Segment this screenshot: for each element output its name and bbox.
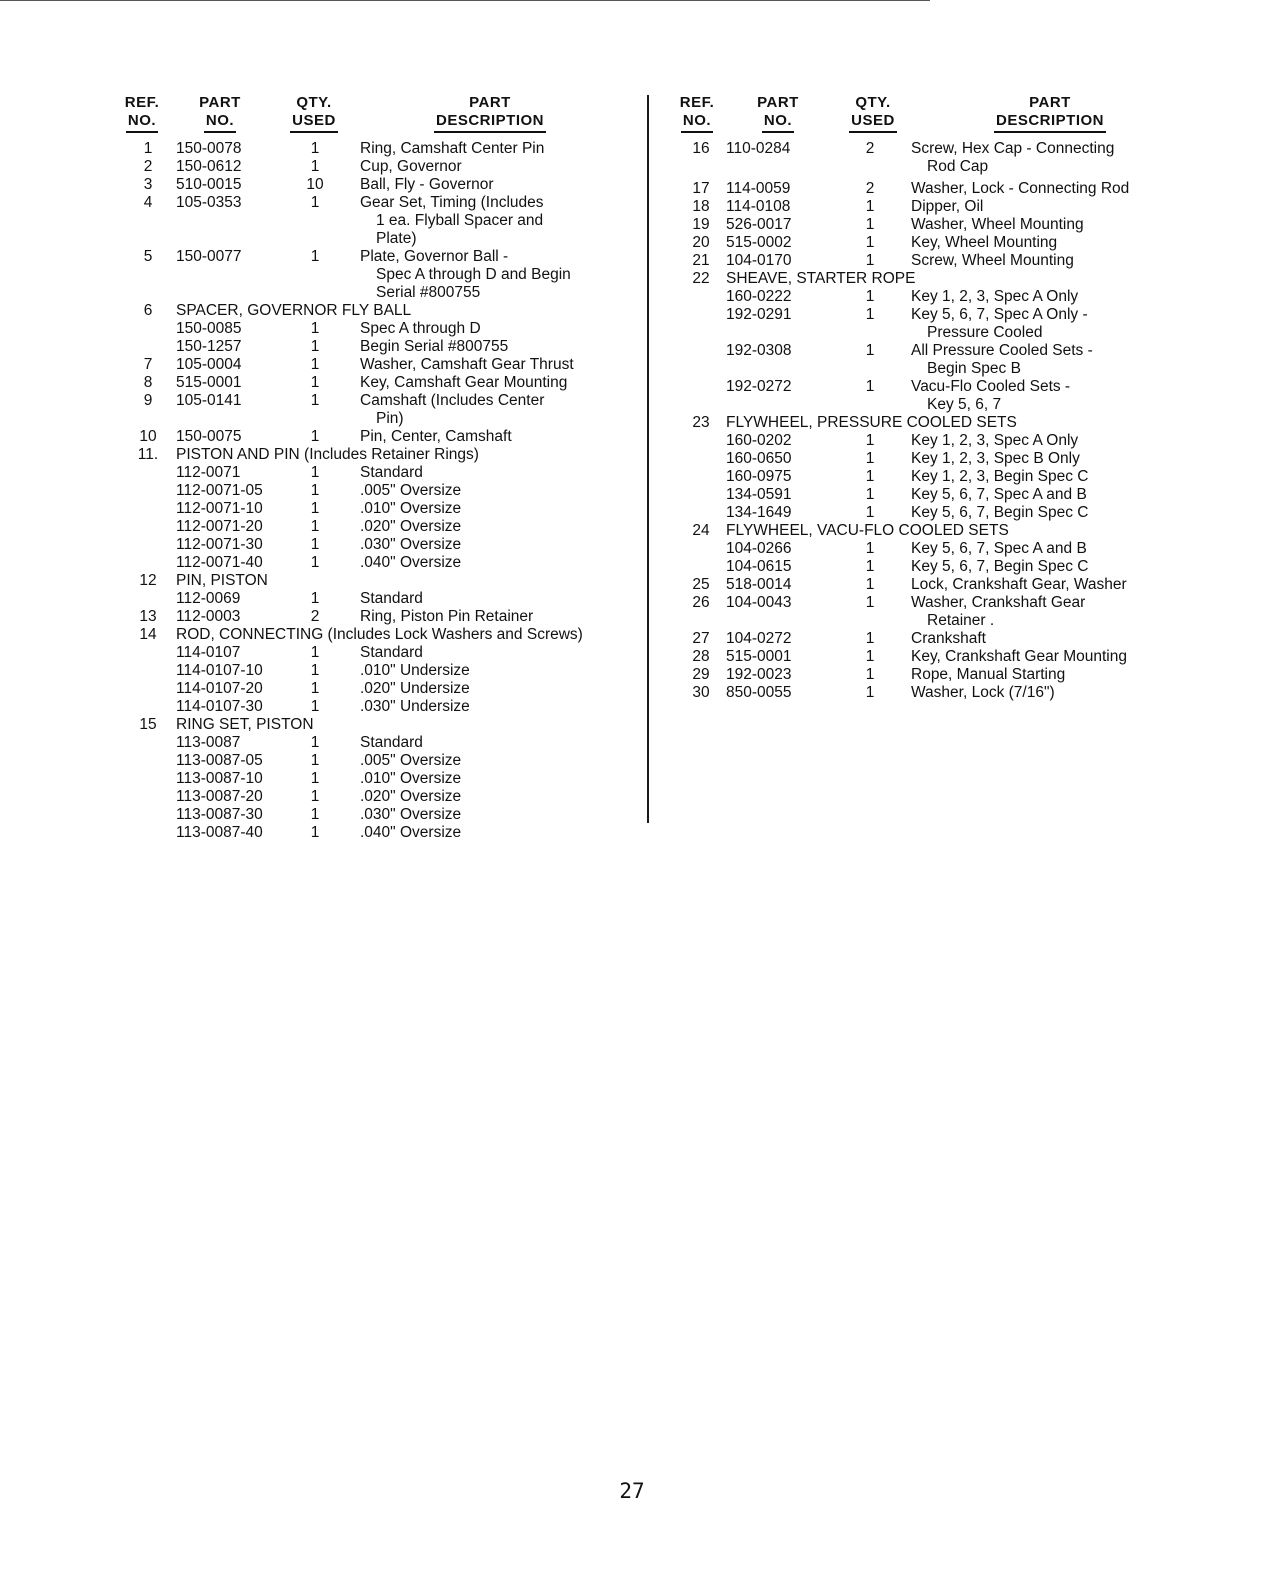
- qty-used: 1: [310, 734, 320, 751]
- table-row: [665, 486, 1185, 504]
- part-description: Cup, Governor: [360, 158, 462, 175]
- part-no: 114-0107-20: [176, 680, 263, 697]
- part-no: 104-0170: [726, 252, 792, 269]
- qty-used: 1: [865, 252, 875, 269]
- qty-used: 1: [310, 698, 320, 715]
- table-row: [110, 680, 645, 698]
- qty-used: 1: [310, 662, 320, 679]
- part-description: .010" Undersize: [360, 662, 470, 679]
- part-no: 192-0272: [726, 378, 792, 395]
- table-section-row: [110, 626, 645, 644]
- table-row: [665, 612, 1185, 630]
- part-no: 515-0002: [726, 234, 792, 251]
- part-description: .030" Oversize: [360, 806, 462, 823]
- qty-used: 1: [865, 486, 875, 503]
- qty-used: 1: [310, 644, 320, 661]
- qty-used: 1: [865, 576, 875, 593]
- part-description: Washer, Lock - Connecting Rod: [911, 180, 1130, 197]
- part-description: Washer, Camshaft Gear Thrust: [360, 356, 574, 373]
- part-description: .020" Undersize: [360, 680, 470, 697]
- part-description: .040" Oversize: [360, 824, 462, 841]
- table-row: [110, 140, 645, 158]
- qty-used: 1: [865, 684, 875, 701]
- part-no: 113-0087-05: [176, 752, 263, 769]
- table-row: [665, 540, 1185, 558]
- header-qty-used: QTY. USED: [845, 94, 901, 133]
- part-description: .020" Oversize: [360, 788, 462, 805]
- part-description: .030" Oversize: [360, 536, 462, 553]
- qty-used: 1: [310, 806, 320, 823]
- header-part-no: PART NO.: [186, 94, 254, 133]
- part-no: 160-0975: [726, 468, 792, 485]
- ref-no: 8: [143, 374, 153, 391]
- table-row: [665, 252, 1185, 270]
- table-row: [665, 396, 1185, 414]
- part-no: 110-0284: [726, 140, 791, 157]
- ref-no: 15: [139, 716, 157, 733]
- part-no: 113-0087-10: [176, 770, 263, 787]
- ref-no: 18: [692, 198, 710, 215]
- part-no: 192-0023: [726, 666, 792, 683]
- ref-no: 16: [692, 140, 710, 157]
- table-row: [110, 590, 645, 608]
- part-description: Spec A through D: [360, 320, 481, 337]
- qty-used: 1: [310, 338, 320, 355]
- part-description: Key 5, 6, 7, Spec A and B: [911, 540, 1087, 557]
- qty-used: 1: [865, 234, 875, 251]
- part-no: 113-0087-20: [176, 788, 263, 805]
- ref-no: 24: [692, 522, 710, 539]
- table-row: [110, 248, 645, 266]
- part-description: .040" Oversize: [360, 554, 462, 571]
- ref-no: 2: [143, 158, 153, 175]
- part-no: 104-0272: [726, 630, 792, 647]
- qty-used: 1: [310, 770, 320, 787]
- table-row: [110, 284, 645, 302]
- part-no: 114-0108: [726, 198, 791, 215]
- ref-no: 27: [692, 630, 710, 647]
- part-no: 104-0615: [726, 558, 792, 575]
- table-row: [110, 500, 645, 518]
- qty-used: 1: [865, 342, 875, 359]
- table-row: [110, 158, 645, 176]
- part-no: 114-0107-10: [176, 662, 263, 679]
- qty-used: 1: [865, 306, 875, 323]
- part-no: 150-0077: [176, 248, 242, 265]
- part-description: Begin Spec B: [927, 360, 1021, 377]
- qty-used: 1: [310, 824, 320, 841]
- table-row: [665, 504, 1185, 522]
- table-row: [110, 176, 645, 194]
- part-description: Screw, Hex Cap - Connecting: [911, 140, 1115, 157]
- table-row: [110, 734, 645, 752]
- part-description: .005" Oversize: [360, 752, 462, 769]
- table-row: [110, 320, 645, 338]
- section-heading: SPACER, GOVERNOR FLY BALL: [176, 302, 412, 319]
- qty-used: 1: [310, 536, 320, 553]
- header-ref-no: REF. NO.: [114, 94, 170, 133]
- part-no: 510-0015: [176, 176, 242, 193]
- qty-used: 1: [865, 198, 875, 215]
- qty-used: 1: [865, 216, 875, 233]
- part-no: 134-0591: [726, 486, 792, 503]
- table-row: [665, 666, 1185, 684]
- part-description: Standard: [360, 464, 423, 481]
- part-no: 515-0001: [176, 374, 242, 391]
- part-description: All Pressure Cooled Sets -: [911, 342, 1093, 359]
- table-row: [665, 216, 1185, 234]
- ref-no: 9: [143, 392, 153, 409]
- qty-used: 1: [310, 356, 320, 373]
- qty-used: 1: [310, 500, 320, 517]
- table-section-row: [110, 572, 645, 590]
- part-no: 160-0222: [726, 288, 792, 305]
- header-part-no: PART NO.: [744, 94, 812, 133]
- part-description: .005" Oversize: [360, 482, 462, 499]
- qty-used: 1: [310, 194, 320, 211]
- qty-used: 2: [310, 608, 320, 625]
- ref-no: 20: [692, 234, 710, 251]
- part-no: 112-0071-05: [176, 482, 263, 499]
- part-no: 192-0291: [726, 306, 792, 323]
- part-description: Key 1, 2, 3, Spec A Only: [911, 288, 1079, 305]
- qty-used: 1: [310, 140, 320, 157]
- table-row: [665, 324, 1185, 342]
- part-description: .020" Oversize: [360, 518, 462, 535]
- table-row: [110, 698, 645, 716]
- table-row: [665, 648, 1185, 666]
- qty-used: 1: [310, 752, 320, 769]
- table-row: [110, 644, 645, 662]
- part-no: 112-0071-20: [176, 518, 263, 535]
- section-heading: FLYWHEEL, VACU-FLO COOLED SETS: [726, 522, 1009, 539]
- ref-no: 4: [143, 194, 153, 211]
- ref-no: 3: [143, 176, 153, 193]
- table-row: [665, 450, 1185, 468]
- ref-no: 30: [692, 684, 710, 701]
- part-description: Standard: [360, 644, 423, 661]
- part-description: Dipper, Oil: [911, 198, 984, 215]
- ref-no: 13: [139, 608, 157, 625]
- table-section-row: [110, 446, 645, 464]
- part-description: Washer, Wheel Mounting: [911, 216, 1084, 233]
- section-heading: PIN, PISTON: [176, 572, 268, 589]
- qty-used: 1: [865, 378, 875, 395]
- table-row: [665, 158, 1185, 176]
- qty-used: 2: [865, 140, 875, 157]
- part-no: 134-1649: [726, 504, 792, 521]
- part-description: Screw, Wheel Mounting: [911, 252, 1074, 269]
- part-no: 112-0071-10: [176, 500, 263, 517]
- table-row: [110, 464, 645, 482]
- qty-used: 1: [310, 680, 320, 697]
- part-description: Pin): [376, 410, 404, 427]
- table-row: [665, 140, 1185, 158]
- qty-used: 1: [865, 666, 875, 683]
- ref-no: 21: [692, 252, 710, 269]
- part-no: 160-0202: [726, 432, 792, 449]
- part-description: Standard: [360, 734, 423, 751]
- table-row: [110, 482, 645, 500]
- part-description: Rope, Manual Starting: [911, 666, 1066, 683]
- qty-used: 1: [310, 428, 320, 445]
- part-description: Ring, Camshaft Center Pin: [360, 140, 545, 157]
- ref-no: 22: [692, 270, 710, 287]
- part-no: 150-0075: [176, 428, 242, 445]
- ref-no: 26: [692, 594, 710, 611]
- section-heading: ROD, CONNECTING (Includes Lock Washers and Screws): [176, 626, 583, 643]
- ref-no: 19: [692, 216, 710, 233]
- part-description: Key 5, 6, 7: [927, 396, 1002, 413]
- qty-used: 1: [865, 540, 875, 557]
- ref-no: 1: [143, 140, 153, 157]
- table-row: [665, 198, 1185, 216]
- part-description: Gear Set, Timing (Includes: [360, 194, 544, 211]
- qty-used: 1: [865, 630, 875, 647]
- table-row: [665, 378, 1185, 396]
- part-description: Washer, Crankshaft Gear: [911, 594, 1086, 611]
- table-row: [110, 374, 645, 392]
- part-no: 114-0107-30: [176, 698, 263, 715]
- qty-used: 1: [865, 450, 875, 467]
- part-description: Retainer .: [927, 612, 995, 629]
- table-row: [110, 212, 645, 230]
- table-row: [665, 576, 1185, 594]
- table-row: [110, 806, 645, 824]
- part-description: Key, Wheel Mounting: [911, 234, 1058, 251]
- table-row: [110, 392, 645, 410]
- header-ref-no: REF. NO.: [669, 94, 725, 133]
- part-description: Key, Crankshaft Gear Mounting: [911, 648, 1127, 665]
- part-description: Ball, Fly - Governor: [360, 176, 494, 193]
- table-row: [110, 194, 645, 212]
- table-section-row: [665, 414, 1185, 432]
- table-row: [110, 338, 645, 356]
- part-no: 112-0071-30: [176, 536, 263, 553]
- part-description: .030" Undersize: [360, 698, 470, 715]
- part-description: Lock, Crankshaft Gear, Washer: [911, 576, 1127, 593]
- part-description: Washer, Lock (7/16"): [911, 684, 1055, 701]
- qty-used: 1: [310, 482, 320, 499]
- part-description: Pressure Cooled: [927, 324, 1043, 341]
- part-description: Key 1, 2, 3, Spec B Only: [911, 450, 1080, 467]
- table-row: [110, 662, 645, 680]
- section-heading: SHEAVE, STARTER ROPE: [726, 270, 916, 287]
- part-no: 113-0087: [176, 734, 241, 751]
- part-no: 515-0001: [726, 648, 792, 665]
- table-row: [110, 518, 645, 536]
- qty-used: 1: [310, 248, 320, 265]
- part-description: Plate, Governor Ball -: [360, 248, 509, 265]
- table-header: [110, 92, 645, 140]
- table-row: [110, 266, 645, 284]
- part-description: Spec A through D and Begin: [376, 266, 571, 283]
- part-no: 114-0107: [176, 644, 241, 661]
- ref-no: 12: [139, 572, 157, 589]
- part-no: 192-0308: [726, 342, 792, 359]
- part-description: Key 5, 6, 7, Spec A Only -: [911, 306, 1088, 323]
- scan-top-edge: [0, 0, 930, 1]
- qty-used: 1: [310, 392, 320, 409]
- part-no: 105-0004: [176, 356, 242, 373]
- part-description: Vacu-Flo Cooled Sets -: [911, 378, 1071, 395]
- ref-no: 17: [692, 180, 710, 197]
- qty-used: 10: [306, 176, 324, 193]
- ref-no: 23: [692, 414, 710, 431]
- table-section-row: [110, 716, 645, 734]
- part-description: Key 5, 6, 7, Begin Spec C: [911, 558, 1089, 575]
- page-number: 27: [619, 1479, 645, 1503]
- ref-no: 5: [143, 248, 153, 265]
- qty-used: 1: [310, 788, 320, 805]
- part-description: Begin Serial #800755: [360, 338, 509, 355]
- qty-used: 1: [865, 558, 875, 575]
- qty-used: 1: [865, 432, 875, 449]
- qty-used: 1: [865, 504, 875, 521]
- ref-no: 7: [143, 356, 153, 373]
- part-description: Rod Cap: [927, 158, 989, 175]
- part-no: 105-0141: [176, 392, 242, 409]
- table-row: [110, 230, 645, 248]
- part-no: 526-0017: [726, 216, 792, 233]
- qty-used: 1: [310, 590, 320, 607]
- table-row: [665, 234, 1185, 252]
- table-row: [665, 630, 1185, 648]
- table-row: [110, 536, 645, 554]
- qty-used: 2: [865, 180, 875, 197]
- table-row: [110, 410, 645, 428]
- header-qty-used: QTY. USED: [286, 94, 342, 133]
- part-no: 150-0078: [176, 140, 242, 157]
- part-no: 112-0003: [176, 608, 241, 625]
- part-no: 112-0071: [176, 464, 241, 481]
- part-no: 160-0650: [726, 450, 792, 467]
- table-row: [665, 594, 1185, 612]
- part-description: Serial #800755: [376, 284, 481, 301]
- table-header: [665, 92, 1185, 140]
- left-rows: [110, 140, 645, 842]
- qty-used: 1: [310, 518, 320, 535]
- qty-used: 1: [310, 158, 320, 175]
- part-no: 105-0353: [176, 194, 242, 211]
- table-row: [665, 558, 1185, 576]
- part-no: 518-0014: [726, 576, 792, 593]
- part-description: Pin, Center, Camshaft: [360, 428, 512, 445]
- qty-used: 1: [865, 594, 875, 611]
- part-no: 150-1257: [176, 338, 242, 355]
- table-row: [665, 288, 1185, 306]
- part-no: 850-0055: [726, 684, 792, 701]
- table-row: [665, 360, 1185, 378]
- ref-no: 11.: [137, 446, 159, 463]
- qty-used: 1: [310, 374, 320, 391]
- table-row: [110, 428, 645, 446]
- part-no: 150-0612: [176, 158, 242, 175]
- part-description: Crankshaft: [911, 630, 986, 647]
- table-row: [665, 432, 1185, 450]
- qty-used: 1: [310, 464, 320, 481]
- table-row: [110, 554, 645, 572]
- table-section-row: [110, 302, 645, 320]
- part-description: Key 5, 6, 7, Spec A and B: [911, 486, 1087, 503]
- header-part-description: PART DESCRIPTION: [965, 94, 1135, 133]
- part-no: 104-0043: [726, 594, 792, 611]
- part-description: Key 1, 2, 3, Spec A Only: [911, 432, 1079, 449]
- header-part-description: PART DESCRIPTION: [410, 94, 570, 133]
- part-description: Ring, Piston Pin Retainer: [360, 608, 534, 625]
- table-row: [110, 824, 645, 842]
- part-description: .010" Oversize: [360, 500, 462, 517]
- parts-table-left: [110, 92, 645, 842]
- part-description: Key 5, 6, 7, Begin Spec C: [911, 504, 1089, 521]
- ref-no: 25: [692, 576, 710, 593]
- part-no: 113-0087-30: [176, 806, 263, 823]
- table-row: [110, 752, 645, 770]
- ref-no: 28: [692, 648, 710, 665]
- part-no: 114-0059: [726, 180, 791, 197]
- table-row: [665, 342, 1185, 360]
- qty-used: 1: [310, 320, 320, 337]
- table-row: [665, 468, 1185, 486]
- part-description: 1 ea. Flyball Spacer and: [376, 212, 544, 229]
- part-description: Plate): [376, 230, 417, 247]
- qty-used: 1: [865, 468, 875, 485]
- qty-used: 1: [865, 648, 875, 665]
- table-row: [110, 356, 645, 374]
- table-section-row: [665, 270, 1185, 288]
- table-row: [665, 306, 1185, 324]
- qty-used: 1: [310, 554, 320, 571]
- table-row: [665, 684, 1185, 702]
- part-no: 112-0071-40: [176, 554, 263, 571]
- table-row: [110, 608, 645, 626]
- part-no: 112-0069: [176, 590, 241, 607]
- part-description: .010" Oversize: [360, 770, 462, 787]
- table-row: [665, 180, 1185, 198]
- table-row: [110, 788, 645, 806]
- right-rows: [665, 140, 1185, 702]
- qty-used: 1: [865, 288, 875, 305]
- part-description: Standard: [360, 590, 423, 607]
- section-heading: RING SET, PISTON: [176, 716, 314, 733]
- part-no: 150-0085: [176, 320, 242, 337]
- section-heading: PISTON AND PIN (Includes Retainer Rings): [176, 446, 479, 463]
- part-description: Camshaft (Includes Center: [360, 392, 545, 409]
- ref-no: 6: [143, 302, 153, 319]
- table-section-row: [665, 522, 1185, 540]
- ref-no: 10: [139, 428, 157, 445]
- part-description: Key 1, 2, 3, Begin Spec C: [911, 468, 1089, 485]
- part-no: 113-0087-40: [176, 824, 263, 841]
- ref-no: 29: [692, 666, 710, 683]
- parts-table-right: [665, 92, 1185, 702]
- ref-no: 14: [139, 626, 157, 643]
- part-description: Key, Camshaft Gear Mounting: [360, 374, 568, 391]
- section-heading: FLYWHEEL, PRESSURE COOLED SETS: [726, 414, 1017, 431]
- table-row: [110, 770, 645, 788]
- column-divider: [647, 95, 649, 823]
- part-no: 104-0266: [726, 540, 792, 557]
